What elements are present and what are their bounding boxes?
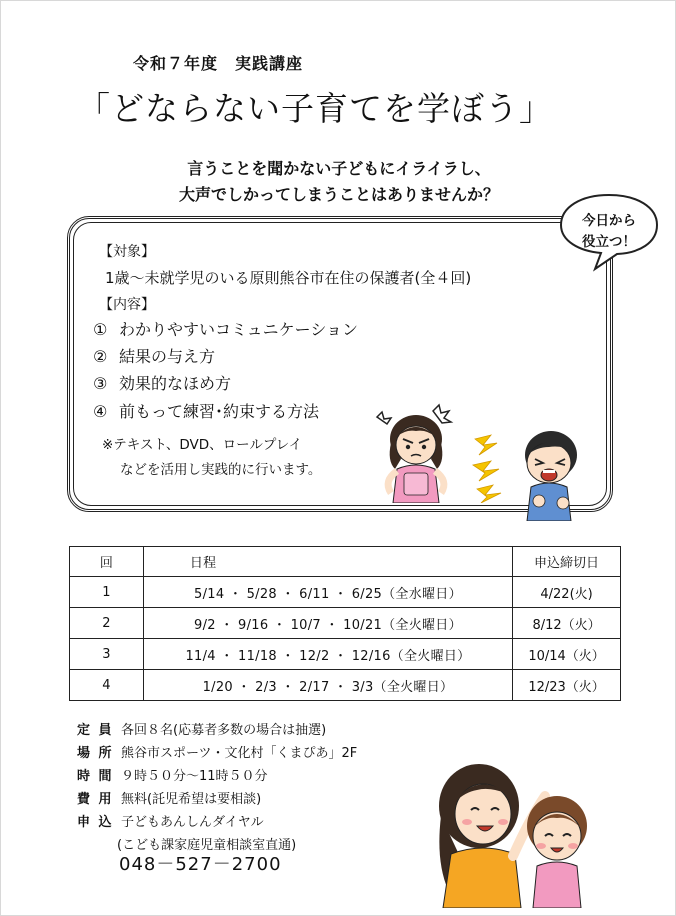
header-deadline: 申込締切日 [513,547,621,577]
table-header-row [70,547,621,577]
row-dates: 1/20 ・ 2/3 ・ 2/17 ・ 3/3（全火曜日） [143,670,512,701]
row-deadline: 12/23（火） [513,670,621,701]
row-no: 2 [70,608,144,639]
fee-row [77,788,357,811]
row-no: 3 [70,639,144,670]
note-line-2: などを活用し実践的に行います。 [120,462,322,478]
row-deadline: 8/12（火） [513,608,621,639]
content-label: 【内容】 [99,297,155,313]
content-item-text: 効果的なほめ方 [119,374,232,393]
lead-line-2: 大声でしかってしまうことはありませんか？ [178,185,499,204]
target-text: 1歳～未就学児のいる原則熊谷市在住の保護者(全４回) [105,269,472,287]
course-subtitle: 令和７年度 実践講座 [133,54,304,73]
fee-label: 費 用 [77,792,114,807]
content-item-text: わかりやすいコミュニケーション [119,320,359,339]
header-no: 回 [70,547,144,577]
content-item-text: 前もって練習･約束する方法 [119,402,320,421]
apply-label: 申 込 [77,815,114,830]
table-row [70,670,621,701]
phone-number: 048－527－2700 [119,854,282,875]
capacity-row [77,719,357,742]
course-title: 「どならない子育てを学ぼう」 [77,89,553,128]
row-dates: 11/4 ・ 11/18 ・ 12/2 ・ 12/16（全火曜日） [143,639,512,670]
content-item-2 [93,344,215,367]
mother-child-illustration [421,756,601,908]
details-block [77,719,357,857]
apply-sub-row: (こども課家庭児童相談室直通) [117,838,297,853]
time-label: 時 間 [77,769,114,784]
angry-mother-illustration [371,399,461,503]
header-dates: 日程 [143,547,512,577]
venue-row [77,742,357,765]
content-item-4 [93,399,319,422]
lead-line-1: 言うことを聞かない子どもにイライラし、 [187,159,491,178]
target-label: 【対象】 [99,244,155,260]
row-no: 1 [70,577,144,608]
row-deadline: 10/14（火） [513,639,621,670]
row-no: 4 [70,670,144,701]
lightning-icon [471,433,511,503]
venue-label: 場 所 [77,746,114,761]
content-item-num: ③ [93,374,108,393]
content-item-3 [93,371,231,394]
table-row [70,639,621,670]
speech-bubble-text [557,211,661,253]
apply-row [77,811,357,834]
apply-value: 子どもあんしんダイヤル [121,815,264,830]
capacity-value: 各回８名(応募者多数の場合は抽選) [121,723,327,738]
time-row [77,765,357,788]
table-row [70,577,621,608]
row-deadline: 4/22(火) [513,577,621,608]
content-item-num: ① [93,320,108,339]
content-item-num: ② [93,347,108,366]
row-dates: 5/14 ・ 5/28 ・ 6/11 ・ 6/25（全水曜日） [143,577,512,608]
table-row [70,608,621,639]
bubble-line-1: 今日から [582,213,636,229]
time-value: ９時５０分～11時５０分 [121,769,268,784]
capacity-label: 定 員 [77,723,114,738]
schedule-table [69,546,621,701]
content-item-num: ④ [93,402,108,421]
fee-value: 無料(託児希望は要相談) [121,792,262,807]
bubble-line-2: 役立つ！ [582,234,636,250]
venue-value: 熊谷市スポーツ・文化村「くまぴあ」2F [121,746,358,761]
content-item-text: 結果の与え方 [119,347,216,366]
note-line-1: ※テキスト、DVD、ロールプレイ [102,437,303,453]
row-dates: 9/2 ・ 9/16 ・ 10/7 ・ 10/21（全火曜日） [143,608,512,639]
crying-boy-illustration [509,421,589,521]
content-item-1 [93,317,358,340]
